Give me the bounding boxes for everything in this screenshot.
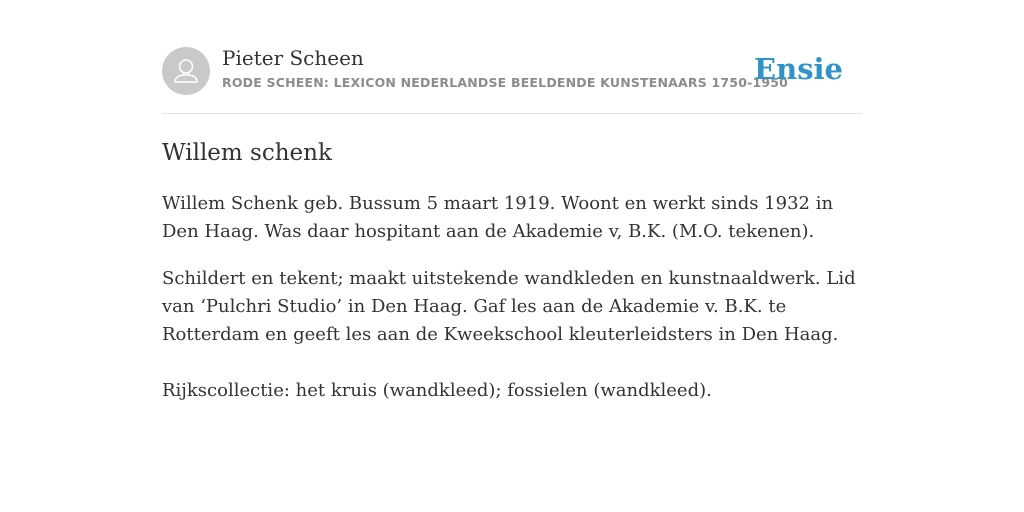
author-name[interactable]: Pieter Scheen (222, 46, 364, 70)
user-silhouette-icon (162, 47, 210, 95)
avatar[interactable] (162, 47, 210, 95)
article-paragraph: Schildert en tekent; maakt uitstekende wandkleden en kunstnaaldwerk. Lid van ‘Pulchri Studio’ in Den Haag. Gaf les aan de Akademie v. B.K. te Rotterdam en geeft les aan de Kweekschool kleuterleidsters in Den Haag. (162, 268, 856, 345)
article-paragraph: Rijkscollectie: het kruis (wandkleed); fossielen (wandkleed). (162, 380, 712, 401)
brand-logo[interactable]: Ensie (754, 52, 843, 86)
source-title[interactable]: RODE SCHEEN: LEXICON NEDERLANDSE BEELDENDE KUNSTENAARS 1750-1950 (222, 75, 789, 90)
article-body (162, 136, 862, 405)
page-title: Willem schenk (162, 140, 332, 166)
article-header (162, 40, 862, 114)
article-paragraph: Willem Schenk geb. Bussum 5 maart 1919. Woont en werkt sinds 1932 in Den Haag. Was daar hospitant aan de Akademie v, B.K. (M.O. tekenen). (162, 193, 834, 242)
